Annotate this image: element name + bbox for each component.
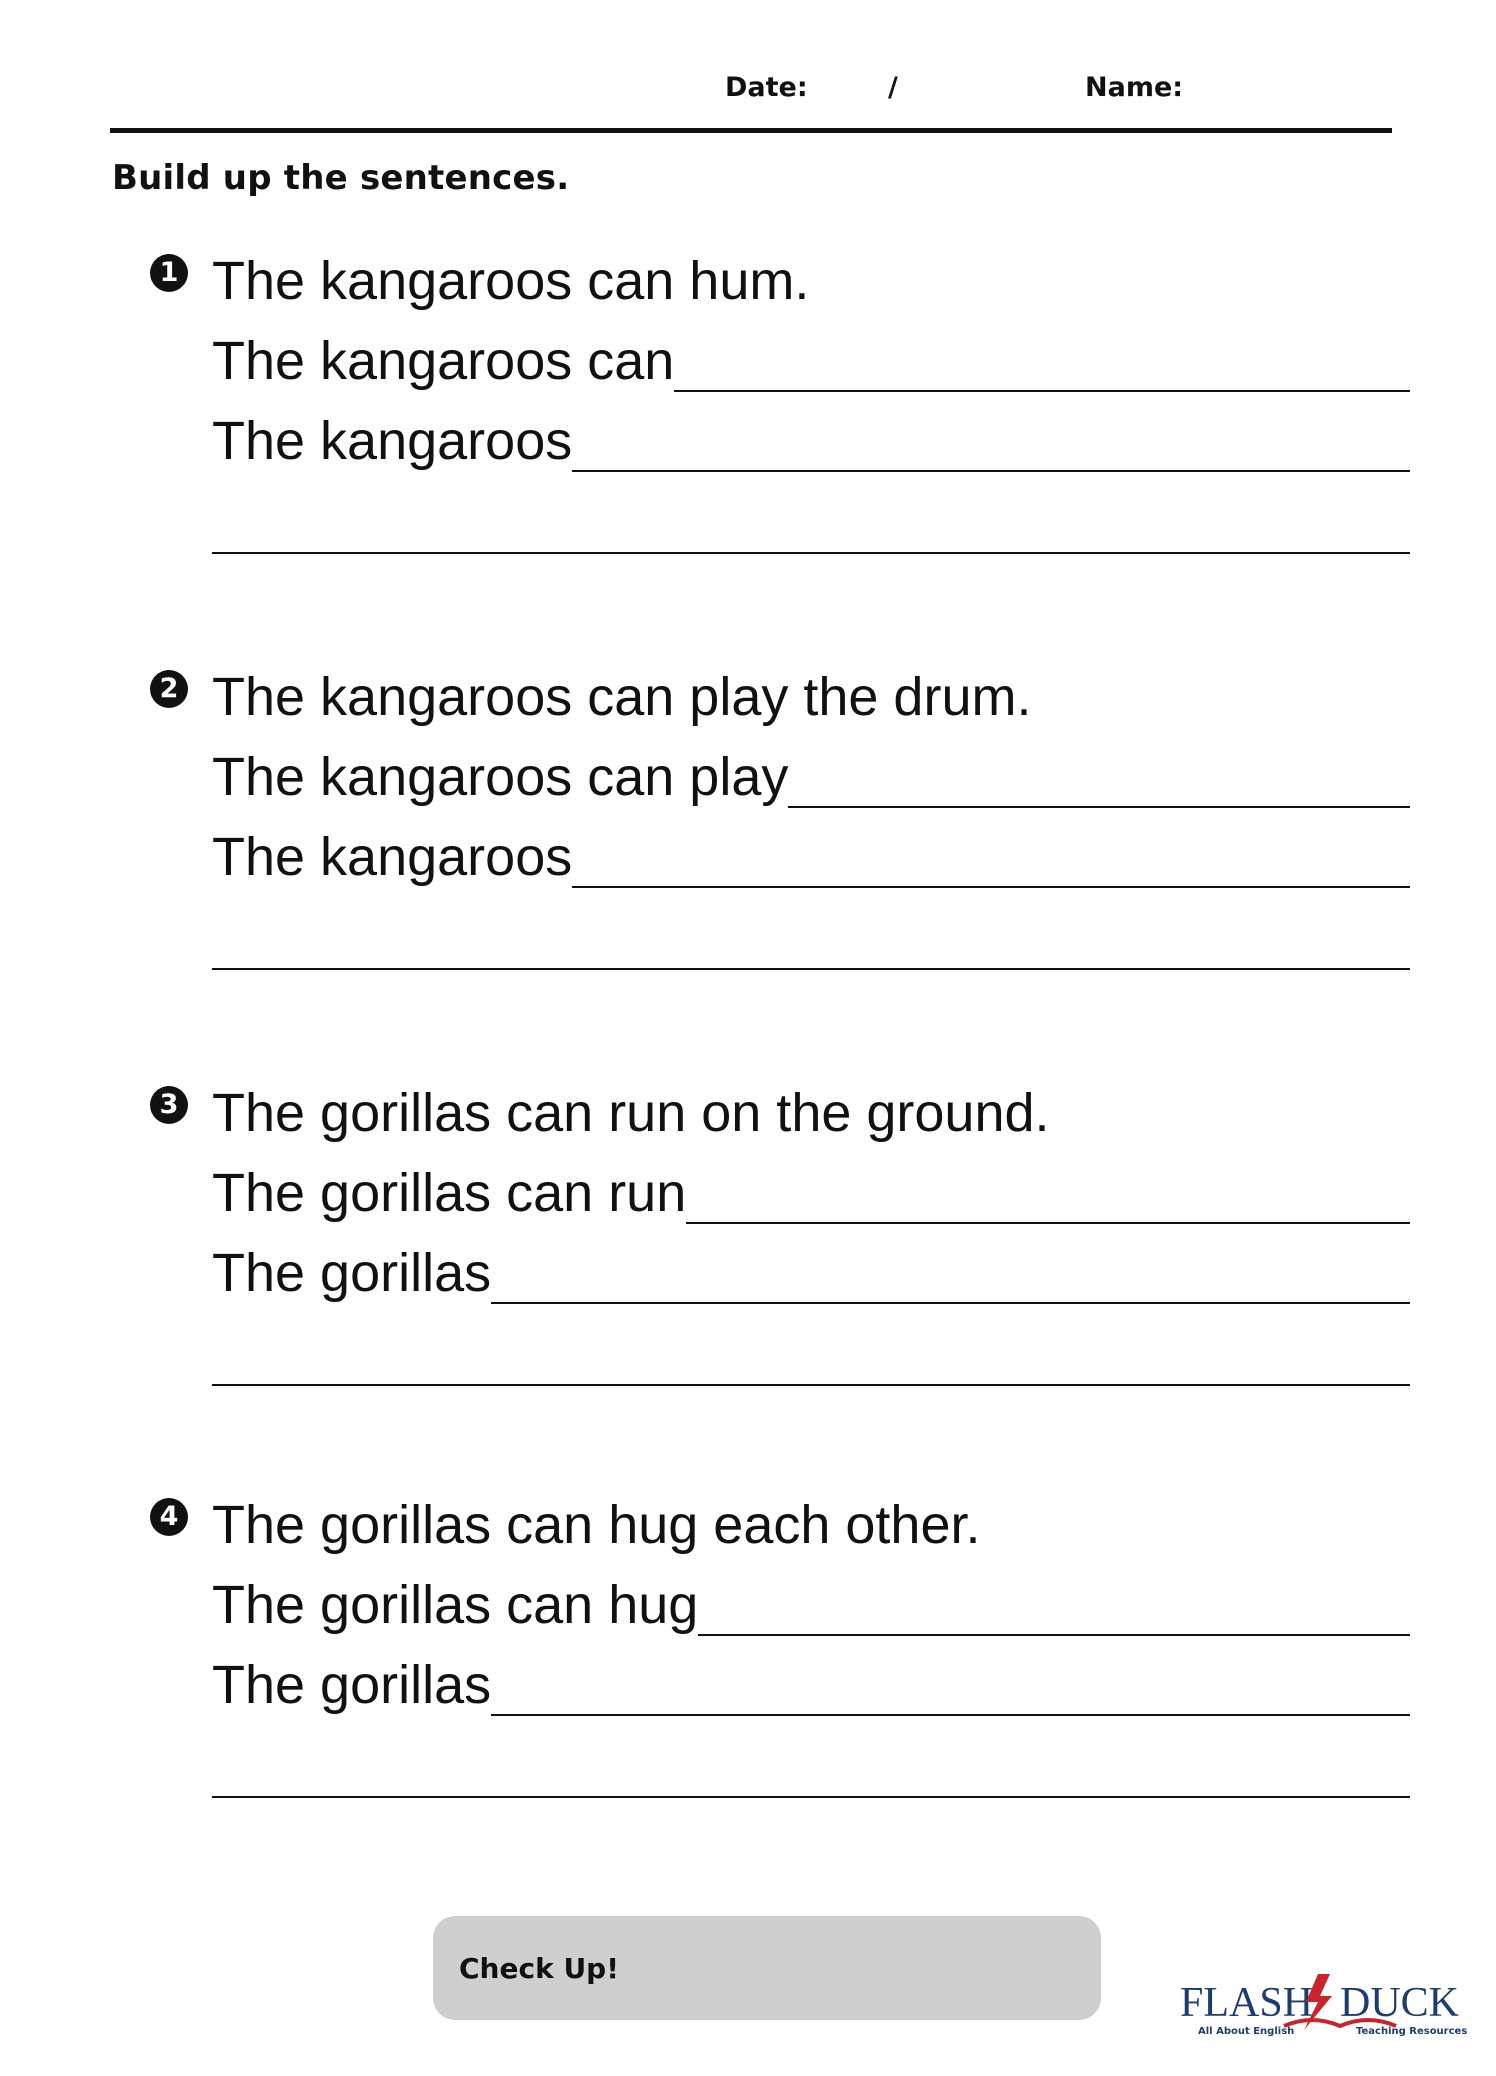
- prompt-text: The gorillas: [212, 1655, 492, 1715]
- model-sentence: [212, 1068, 1410, 1148]
- prompt-text: The kangaroos: [212, 827, 573, 887]
- check-up-button[interactable]: [433, 1916, 1101, 2020]
- exercise-number-badge: 1: [150, 254, 188, 292]
- answer-blank[interactable]: [788, 806, 1410, 808]
- fill-line-1[interactable]: [212, 732, 1410, 812]
- prompt-text: The kangaroos can play: [212, 747, 789, 807]
- exercise-number-badge: 4: [150, 1498, 188, 1536]
- answer-blank[interactable]: [674, 390, 1410, 392]
- model-sentence: [212, 652, 1410, 732]
- flashduck-logo: [1180, 1972, 1480, 2036]
- model-sentence: [212, 1480, 1410, 1560]
- answer-blank[interactable]: [572, 886, 1410, 888]
- date-separator: /: [888, 72, 898, 103]
- answer-blank[interactable]: [698, 1634, 1410, 1636]
- answer-blank[interactable]: [491, 1714, 1410, 1716]
- fill-line-1[interactable]: [212, 1560, 1410, 1640]
- logo-tagline-left: All About English: [1198, 2026, 1295, 2036]
- fill-line-1[interactable]: [212, 316, 1410, 396]
- name-label: Name:: [1085, 72, 1184, 103]
- sentence-text: The kangaroos can play the drum.: [212, 667, 1032, 727]
- exercise-number-badge: 2: [150, 670, 188, 708]
- answer-blank-full[interactable]: [212, 968, 1410, 970]
- fill-line-2[interactable]: [212, 396, 1410, 476]
- exercise-number-badge: 3: [150, 1086, 188, 1124]
- worksheet-header: [110, 70, 1392, 133]
- prompt-text: The kangaroos: [212, 411, 573, 471]
- prompt-text: The gorillas can run: [212, 1163, 687, 1223]
- instruction-heading: Build up the sentences.: [112, 158, 570, 198]
- check-up-label: Check Up!: [459, 1951, 619, 1985]
- model-sentence: [212, 236, 1410, 316]
- answer-blank[interactable]: [491, 1302, 1410, 1304]
- answer-blank[interactable]: [686, 1222, 1410, 1224]
- logo-text-right: DUCK: [1340, 1980, 1460, 2026]
- sentence-text: The kangaroos can hum.: [212, 251, 810, 311]
- answer-blank-full[interactable]: [212, 1384, 1410, 1386]
- answer-blank-full[interactable]: [212, 552, 1410, 554]
- answer-blank[interactable]: [572, 470, 1410, 472]
- prompt-text: The gorillas: [212, 1243, 492, 1303]
- sentence-text: The gorillas can hug each other.: [212, 1495, 981, 1555]
- logo-text-left: FLASH: [1180, 1980, 1314, 2026]
- fill-line-2[interactable]: [212, 812, 1410, 892]
- fill-line-2[interactable]: [212, 1640, 1410, 1720]
- fill-line-1[interactable]: [212, 1148, 1410, 1228]
- answer-blank-full[interactable]: [212, 1796, 1410, 1798]
- fill-line-2[interactable]: [212, 1228, 1410, 1308]
- logo-tagline-right: Teaching Resources: [1356, 2026, 1468, 2036]
- prompt-text: The gorillas can hug: [212, 1575, 699, 1635]
- sentence-text: The gorillas can run on the ground.: [212, 1083, 1050, 1143]
- prompt-text: The kangaroos can: [212, 331, 675, 391]
- date-label: Date:: [725, 72, 808, 103]
